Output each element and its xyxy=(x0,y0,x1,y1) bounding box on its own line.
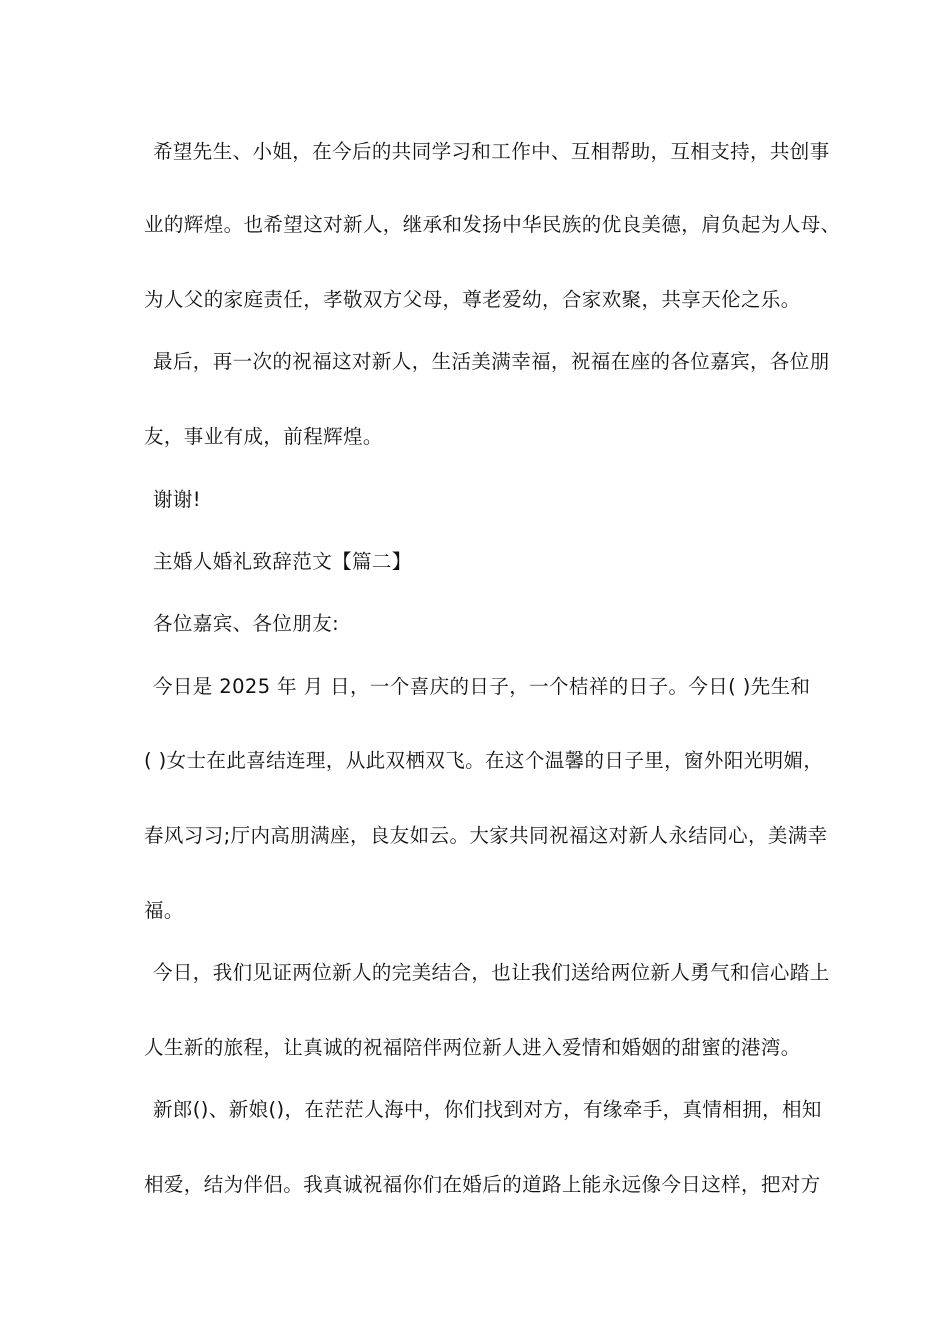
paragraph-line: 今日，我们见证两位新人的完美结合，也让我们送给两位新人勇气和信心踏上 xyxy=(153,961,830,984)
paragraph-line: 希望先生、小姐，在今后的共同学习和工作中、互相帮助，互相支持，共创事 xyxy=(153,140,830,163)
paragraph-line: 友，事业有成，前程辉煌。 xyxy=(144,425,383,448)
salutation: 各位嘉宾、各位朋友: xyxy=(153,612,340,635)
paragraph-line: 业的辉煌。也希望这对新人，继承和发扬中华民族的优良美德，肩负起为人母、 xyxy=(144,213,841,236)
paragraph-line: 相爱，结为伴侣。我真诚祝福你们在婚后的道路上能永远像今日这样，把对方 xyxy=(144,1173,821,1196)
paragraph-line: 谢谢! xyxy=(153,488,202,511)
paragraph-line: 福。 xyxy=(144,899,184,922)
section-heading: 主婚人婚礼致辞范文【篇二】 xyxy=(153,550,412,573)
paragraph-line: 最后，再一次的祝福这对新人，生活美满幸福，祝福在座的各位嘉宾，各位朋 xyxy=(153,350,830,373)
paragraph-line: 为人父的家庭责任，孝敬双方父母，尊老爱幼，合家欢聚，共享天伦之乐。 xyxy=(144,288,801,311)
paragraph-line: 春风习习;厅内高朋满座，良友如云。大家共同祝福这对新人永结同心，美满幸 xyxy=(144,824,828,847)
paragraph-line: 今日是 2025 年 月 日，一个喜庆的日子，一个桔祥的日子。今日( )先生和 xyxy=(153,675,811,698)
paragraph-line: ( )女士在此喜结连理，从此双栖双飞。在这个温馨的日子里，窗外阳光明媚， xyxy=(144,749,824,772)
paragraph-line: 新郎()、新娘()，在茫茫人海中，你们找到对方，有缘牵手，真情相拥，相知 xyxy=(153,1098,822,1121)
paragraph-line: 人生新的旅程，让真诚的祝福陪伴两位新人进入爱情和婚姻的甜蜜的港湾。 xyxy=(144,1036,801,1059)
